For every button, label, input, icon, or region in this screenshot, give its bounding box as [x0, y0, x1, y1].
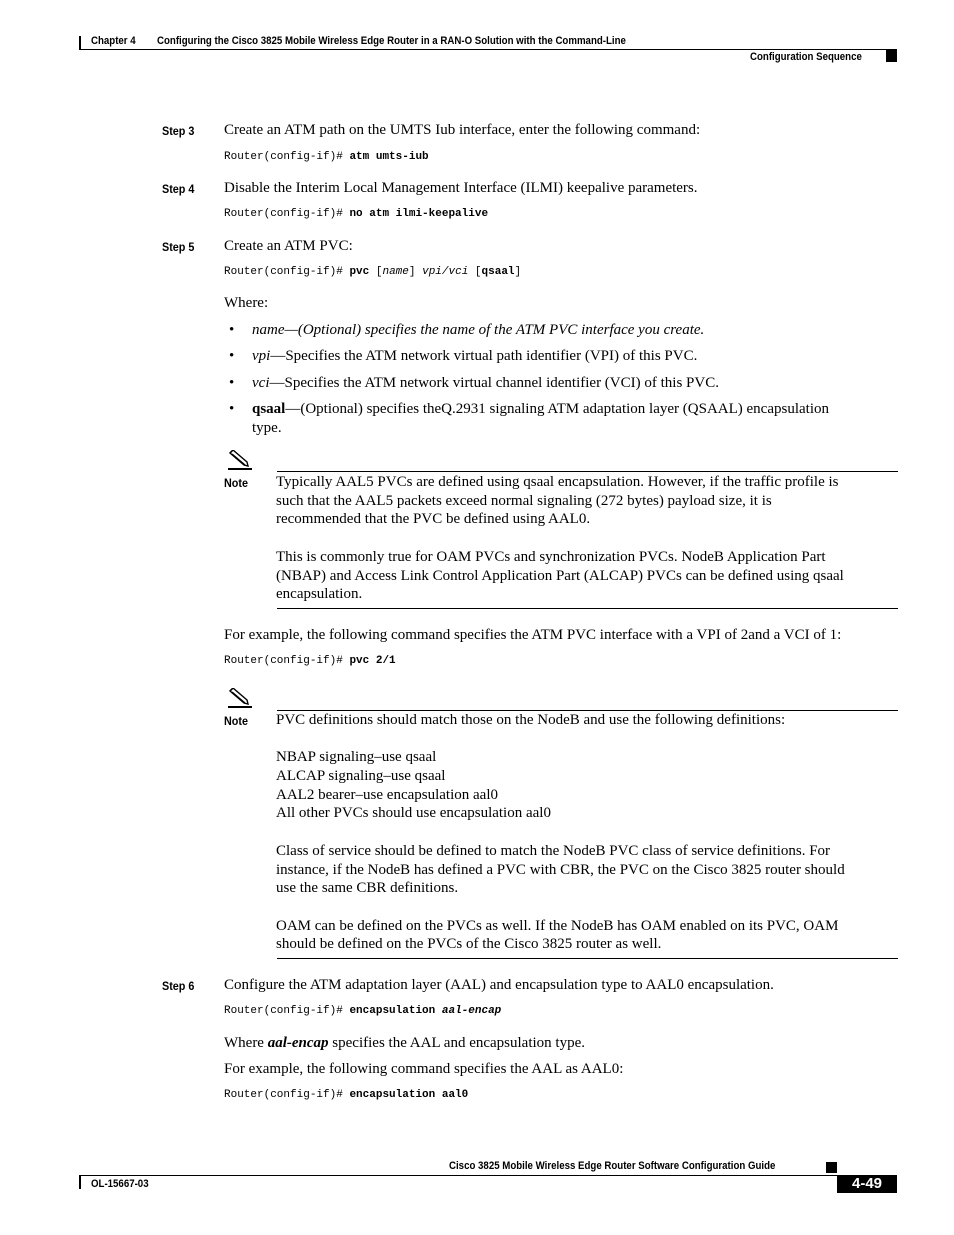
- header-chapter: Chapter 4: [91, 35, 136, 47]
- footer-doc-number: OL-15667-03: [91, 1178, 149, 1190]
- note-2-l8: use the same CBR definitions.: [276, 880, 459, 896]
- step-6-example-prompt: Router(config-if)#: [224, 1089, 343, 1101]
- bullet-marker: •: [229, 322, 235, 338]
- footer-marker: [826, 1162, 837, 1173]
- note-1-top-rule: [277, 471, 898, 472]
- note-1-p2-l1: This is commonly true for OAM PVCs and synchronization PVCs. NodeB Application Part: [276, 549, 826, 565]
- step-5-open1: [: [375, 266, 383, 278]
- step-5-text: Create an ATM PVC:: [224, 238, 353, 254]
- step-5-example-prompt: Router(config-if)#: [224, 655, 343, 667]
- note-2-l6: Class of service should be defined to match the NodeB PVC class of service definitions. For: [276, 843, 831, 859]
- footer-page-number: 4-49: [851, 1175, 883, 1192]
- footer-left-bar: [79, 1175, 81, 1189]
- header-section-marker: [886, 50, 897, 62]
- step-5-arg-vpivci: vpi/vci: [422, 266, 469, 278]
- note-1-p2-l3: encapsulation.: [276, 586, 363, 602]
- step-6-arg: aal-encap: [441, 1005, 502, 1017]
- bullet-name: [252, 322, 704, 339]
- step-3-command: [224, 151, 429, 163]
- pencil-icon: [226, 688, 254, 710]
- bullet-vpi-text: —Specifies the ATM network virtual path identifier (VPI) of this PVC.: [270, 348, 698, 364]
- step-5-cmd: pvc: [349, 266, 370, 278]
- note-2-top-rule: [277, 710, 898, 711]
- step-4-prompt: Router(config-if)#: [224, 208, 343, 220]
- footer-guide-title: Cisco 3825 Mobile Wireless Edge Router Software Configuration Guide: [449, 1160, 776, 1172]
- step-4-text: Disable the Interim Local Management Interface (ILMI) keepalive parameters.: [224, 180, 698, 196]
- step-5-prompt: Router(config-if)#: [224, 266, 343, 278]
- step-6-example-text: For example, the following command specifies the AAL as AAL0:: [224, 1061, 624, 1077]
- step-6-cmd: encapsulation: [349, 1005, 436, 1017]
- header-rule: [79, 49, 897, 50]
- step-5-arg-name: name: [382, 266, 409, 278]
- note-1-p1-l2: such that the AAL5 packets exceed normal signaling (272 bytes) payload size, it is: [276, 493, 772, 509]
- step-6-where-post: specifies the AAL and encapsulation type.: [332, 1035, 585, 1051]
- step-5-command: [224, 266, 521, 278]
- step-3-label: Step 3: [162, 124, 195, 138]
- note-2-l1: PVC definitions should match those on the NodeB and use the following definitions:: [276, 712, 786, 728]
- step-5-example-text: For example, the following command specifies the ATM PVC interface with a VPI of 2and a VCI of 1:: [224, 627, 842, 643]
- header-left-bar: [79, 36, 81, 50]
- note-1-p1-l3: recommended that the PVC be defined using AAL0.: [276, 511, 591, 527]
- bullet-vci-term: vci: [252, 375, 270, 391]
- header-section: Configuration Sequence: [750, 51, 862, 63]
- footer-rule: [79, 1175, 897, 1176]
- note-2-l5: All other PVCs should use encapsulation aal0: [276, 805, 551, 821]
- step-4-label: Step 4: [162, 182, 195, 196]
- header-chapter-title: Configuring the Cisco 3825 Mobile Wireless Edge Router in a RAN-O Solution with the Command-Line: [157, 35, 626, 47]
- step-4-command: [224, 208, 488, 220]
- step-6-where-pre: Where: [224, 1035, 264, 1051]
- bullet-qsaal-term: qsaal: [252, 401, 286, 417]
- bullet-vci-text: —Specifies the ATM network virtual channel identifier (VCI) of this PVC.: [269, 375, 719, 391]
- step-5-kw-qsaal: qsaal: [481, 266, 515, 278]
- step-6-prompt: Router(config-if)#: [224, 1005, 343, 1017]
- step-5-label: Step 5: [162, 240, 195, 254]
- bullet-name-text: —(Optional) specifies the name of the ATM PVC interface you create.: [284, 322, 705, 338]
- step-5-example-cmd: pvc 2/1: [349, 655, 396, 667]
- step-5-example-command: [224, 655, 396, 667]
- bullet-qsaal: [252, 401, 829, 418]
- note-1-p1-l1: Typically AAL5 PVCs are defined using qsaal encapsulation. However, if the traffic profile is: [276, 474, 839, 490]
- bullet-vpi-term: vpi: [252, 348, 271, 364]
- note-2-label: Note: [224, 714, 249, 728]
- step-3-cmd: atm umts-iub: [349, 151, 429, 163]
- step-6-example-command: [224, 1089, 468, 1101]
- step-4-cmd: no atm ilmi-keepalive: [349, 208, 489, 220]
- note-1-label: Note: [224, 476, 249, 490]
- bullet-vpi: [252, 348, 697, 365]
- step-6-label: Step 6: [162, 979, 195, 993]
- bullet-vci: [252, 375, 719, 392]
- note-2-l4: AAL2 bearer–use encapsulation aal0: [276, 787, 498, 803]
- bullet-qsaal-text-cont: type.: [252, 420, 282, 436]
- step-6-where-arg: aal-encap: [267, 1035, 329, 1051]
- bullet-name-term: name: [252, 322, 285, 338]
- bullet-marker: •: [229, 375, 235, 391]
- step-3-prompt: Router(config-if)#: [224, 151, 343, 163]
- step-5-close1: ]: [408, 266, 416, 278]
- step-6-text: Configure the ATM adaptation layer (AAL) and encapsulation type to AAL0 encapsulation.: [224, 977, 774, 993]
- note-1-p2-l2: (NBAP) and Access Link Control Application Part (ALCAP) PVCs can be defined using qsaal: [276, 568, 844, 584]
- bullet-marker: •: [229, 348, 235, 364]
- pencil-icon: [226, 450, 254, 472]
- step-5-open2: [: [474, 266, 482, 278]
- note-2-bottom-rule: [277, 958, 898, 959]
- note-2-l9: OAM can be defined on the PVCs as well. If the NodeB has OAM enabled on its PVC, OAM: [276, 918, 839, 934]
- bullet-marker: •: [229, 401, 235, 417]
- step-5-close2: ]: [514, 266, 522, 278]
- step-6-command: [224, 1005, 501, 1017]
- step-6-example-cmd: encapsulation aal0: [349, 1089, 469, 1101]
- step-3-text: Create an ATM path on the UMTS Iub interface, enter the following command:: [224, 122, 701, 138]
- note-2-l7: instance, if the NodeB has defined a PVC with CBR, the PVC on the Cisco 3825 router should: [276, 862, 845, 878]
- note-2-l10: should be defined on the PVCs of the Cisco 3825 router as well.: [276, 936, 662, 952]
- bullet-qsaal-text: —(Optional) specifies theQ.2931 signaling ATM adaptation layer (QSAAL) encapsulation: [285, 401, 829, 417]
- note-2-l2: NBAP signaling–use qsaal: [276, 749, 437, 765]
- step-6-where: [224, 1035, 585, 1052]
- note-1-bottom-rule: [277, 608, 898, 609]
- step-5-where: Where:: [224, 295, 269, 311]
- note-2-l3: ALCAP signaling–use qsaal: [276, 768, 446, 784]
